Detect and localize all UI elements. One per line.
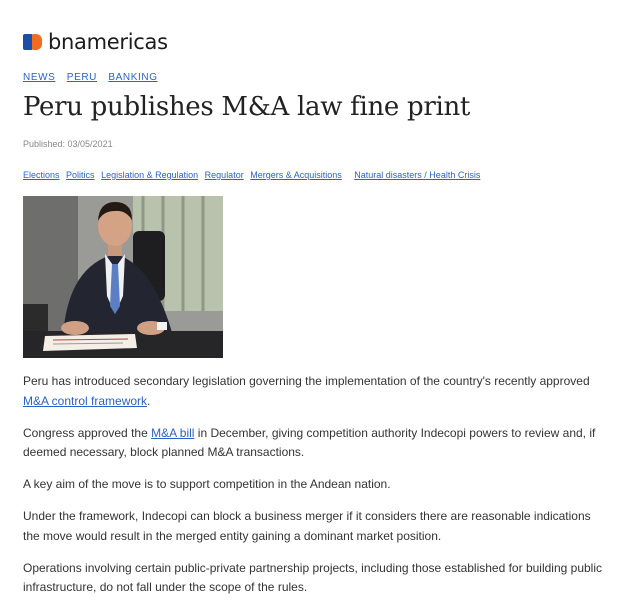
published-date: Published: 03/05/2021 <box>23 139 113 149</box>
paragraph-2 <box>23 424 608 463</box>
businessman-at-desk-image <box>23 196 223 358</box>
article-body <box>23 372 608 610</box>
category-news-link[interactable]: NEWS <box>23 72 56 83</box>
paragraph-4: Under the framework, Indecopi can block a business merger if it considers there are reasonable indications the move would result in the merged entity gaining a dominant market position. <box>23 509 591 543</box>
tag-links <box>23 170 484 180</box>
tag-mergers-link[interactable]: Mergers & Acquisitions <box>250 170 342 180</box>
category-peru-link[interactable]: PERU <box>66 72 97 83</box>
tag-politics-link[interactable]: Politics <box>66 170 95 180</box>
logo-mark-icon <box>23 34 46 50</box>
category-links <box>23 72 166 83</box>
paragraph-text: Congress approved the <box>23 425 152 440</box>
tag-legislation-link[interactable]: Legislation & Regulation <box>101 170 199 180</box>
paragraph-1 <box>23 372 608 411</box>
paragraph-5: Operations involving certain public-private partnership projects, including those established for building public infrastructure, do not fall under the scope of the rules. <box>23 560 602 594</box>
tag-natural-disasters-link[interactable]: Natural disasters / Health Crisis <box>354 170 481 180</box>
ma-control-framework-link[interactable]: M&A control framework <box>23 393 148 408</box>
tag-elections-link[interactable]: Elections <box>23 170 60 180</box>
category-banking-link[interactable]: BANKING <box>108 72 158 83</box>
logo-text: bnamericas <box>48 30 168 54</box>
paragraph-text: . <box>147 393 151 408</box>
paragraph-3: A key aim of the move is to support competition in the Andean nation. <box>23 477 391 491</box>
tag-regulator-link[interactable]: Regulator <box>204 170 244 180</box>
paragraph-text: in December, giving competition authority Indecopi powers to review and, if deemed necessary, block planned M&A transactions. <box>23 425 596 459</box>
ma-bill-link[interactable]: M&A bill <box>151 425 195 440</box>
article-photo <box>23 196 223 358</box>
paragraph-text: Peru has introduced secondary legislation governing the implementation of the country's recently approved <box>23 374 590 388</box>
bnamericas-logo[interactable] <box>23 30 168 54</box>
article-title: Peru publishes M&A law fine print <box>23 92 471 122</box>
